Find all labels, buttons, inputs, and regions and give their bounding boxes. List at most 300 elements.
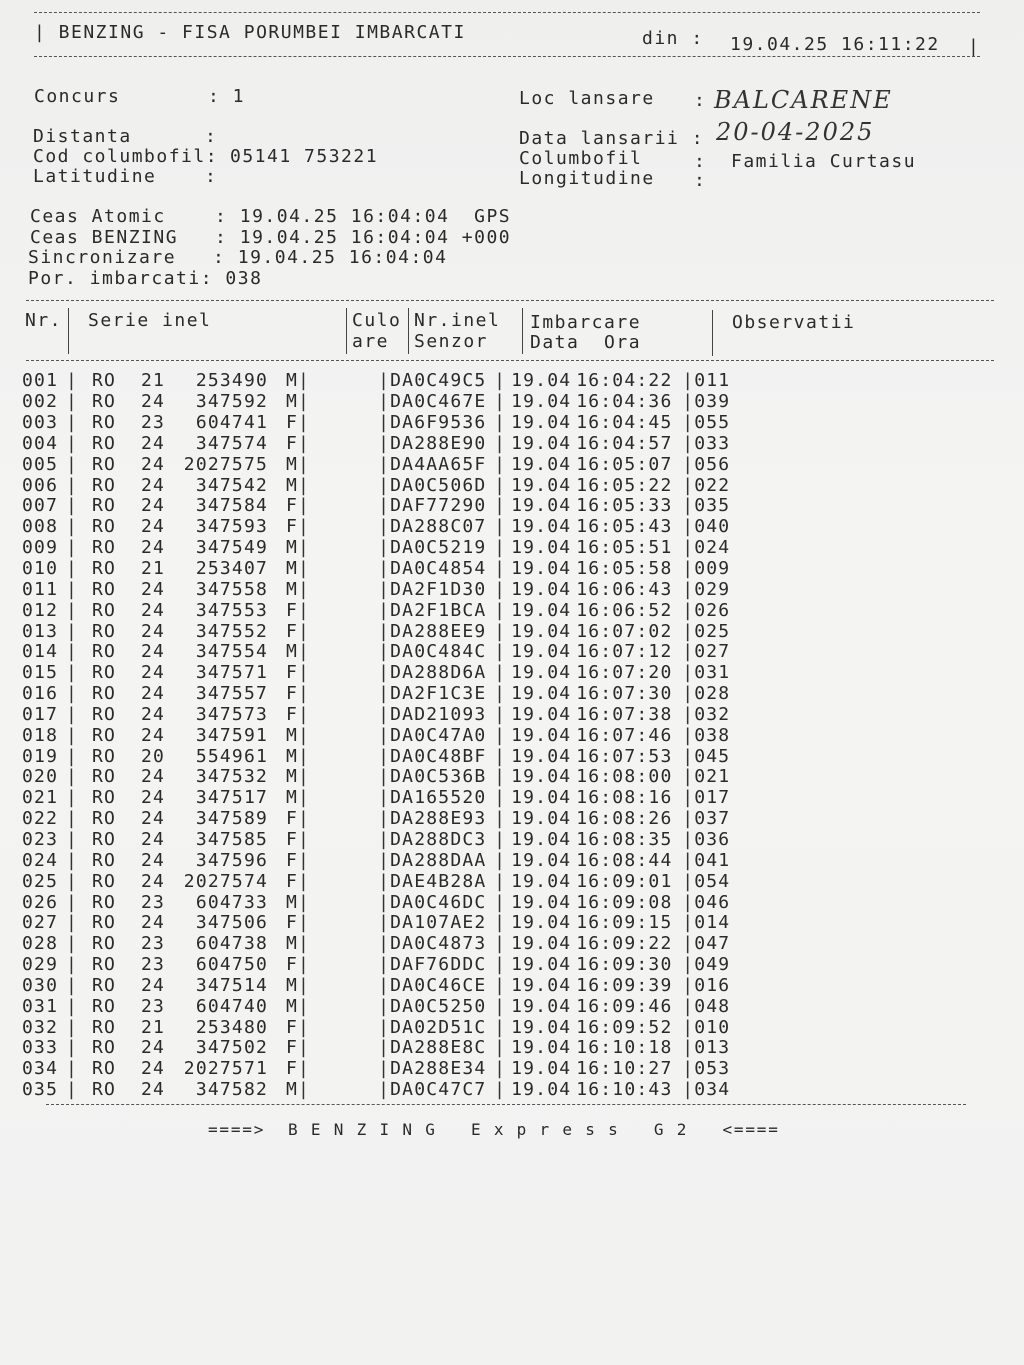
- column-separator: |: [66, 724, 79, 746]
- cell-ring-number: 347502: [195, 1037, 269, 1059]
- cell-boarding-date: 19.04: [511, 974, 572, 996]
- cell-boarding-date: 19.04: [511, 1016, 572, 1038]
- cell-boarding-time: 16:09:39: [576, 974, 673, 996]
- column-separator: |: [378, 495, 391, 517]
- column-separator: |: [494, 516, 507, 538]
- cell-sex: F: [286, 412, 299, 434]
- cell-observatii: 024: [694, 537, 731, 559]
- cell-sensor-id: DA288DAA: [390, 849, 487, 871]
- cell-sensor-id: DA02D51C: [390, 1016, 487, 1038]
- cell-culoare: [310, 767, 378, 788]
- cell-ring-year: 24: [141, 495, 166, 517]
- cell-country-code: RO: [92, 787, 117, 809]
- cell-boarding-time: 16:09:46: [576, 995, 673, 1017]
- column-separator: |: [494, 391, 507, 413]
- column-separator: |: [682, 849, 695, 871]
- cell-boarding-time: 16:10:18: [576, 1037, 673, 1059]
- cell-ring-number: 2027574: [183, 870, 269, 892]
- cell-ring-number: 347585: [195, 828, 269, 850]
- column-separator: |: [682, 995, 695, 1017]
- cell-country-code: RO: [92, 1016, 117, 1038]
- column-separator: |: [298, 1058, 311, 1080]
- column-separator: |: [298, 432, 311, 454]
- column-separator: |: [298, 683, 311, 705]
- cell-ring-number: 253407: [195, 558, 269, 580]
- report-title: | BENZING - FISA PORUMBEI IMBARCATI: [34, 22, 466, 43]
- cell-sensor-id: DA288E8C: [390, 1037, 487, 1059]
- column-separator: |: [378, 787, 391, 809]
- cell-ring-year: 24: [141, 516, 166, 538]
- cell-sex: F: [286, 1016, 299, 1038]
- column-separator: |: [298, 703, 311, 725]
- column-separator: |: [298, 578, 311, 600]
- th-nr-inel: Nr.inel: [414, 310, 501, 331]
- table-row: [22, 913, 754, 934]
- cell-observatii: 053: [694, 1058, 731, 1080]
- column-separator: |: [378, 412, 391, 434]
- cell-sensor-id: DAF76DDC: [390, 954, 487, 976]
- column-separator: |: [378, 391, 391, 413]
- cell-boarding-date: 19.04: [511, 370, 572, 392]
- cell-sensor-id: DA0C484C: [390, 641, 487, 663]
- cell-sensor-id: DA0C46DC: [390, 891, 487, 913]
- cell-boarding-time: 16:09:52: [576, 1016, 673, 1038]
- column-separator: |: [298, 391, 311, 413]
- header-right-bar: |: [968, 36, 981, 57]
- table-row: [22, 496, 754, 517]
- column-separator: |: [682, 412, 695, 434]
- loc-lansare-label: Loc lansare: [519, 88, 655, 109]
- cell-sex: M: [286, 974, 299, 996]
- cell-observatii: 017: [694, 787, 731, 809]
- cell-ring-year: 20: [141, 745, 166, 767]
- cell-ring-year: 24: [141, 849, 166, 871]
- cell-boarding-date: 19.04: [511, 495, 572, 517]
- table-row: [22, 600, 754, 621]
- column-separator: |: [494, 1016, 507, 1038]
- cell-sensor-id: DA2F1D30: [390, 578, 487, 600]
- column-separator: |: [494, 432, 507, 454]
- cell-country-code: RO: [92, 412, 117, 434]
- column-separator: |: [378, 724, 391, 746]
- cell-sensor-id: DA0C467E: [390, 391, 487, 413]
- cell-ring-year: 24: [141, 1058, 166, 1080]
- column-separator: |: [66, 1058, 79, 1080]
- column-separator: |: [682, 662, 695, 684]
- cell-ring-number: 347553: [195, 599, 269, 621]
- cell-boarding-date: 19.04: [511, 808, 572, 830]
- cell-country-code: RO: [92, 516, 117, 538]
- cell-boarding-date: 19.04: [511, 516, 572, 538]
- table-row: [22, 1017, 754, 1038]
- column-separator: |: [682, 537, 695, 559]
- cell-country-code: RO: [92, 662, 117, 684]
- cell-country-code: RO: [92, 1058, 117, 1080]
- column-separator: |: [682, 391, 695, 413]
- cell-ring-number: 347571: [195, 662, 269, 684]
- latitudine-value: :: [205, 166, 218, 187]
- cell-observatii: 027: [694, 641, 731, 663]
- cell-boarding-date: 19.04: [511, 662, 572, 684]
- cell-sensor-id: DA288E90: [390, 432, 487, 454]
- cell-sex: M: [286, 370, 299, 392]
- column-separator: |: [66, 808, 79, 830]
- column-separator: |: [682, 370, 695, 392]
- th-observatii: Observatii: [732, 312, 856, 333]
- cell-row-number: 020: [22, 766, 59, 788]
- cell-culoare: [310, 809, 378, 830]
- cell-sex: F: [286, 1058, 299, 1080]
- cell-ring-year: 24: [141, 870, 166, 892]
- cell-ring-number: 604740: [195, 995, 269, 1017]
- columbofil-label: Columbofil: [519, 148, 643, 169]
- column-separator: |: [682, 683, 695, 705]
- column-separator: |: [682, 891, 695, 913]
- data-lansarii-label: Data lansarii :: [519, 128, 705, 149]
- cell-culoare: [310, 955, 378, 976]
- column-separator: |: [66, 641, 79, 663]
- cell-ring-year: 24: [141, 474, 166, 496]
- column-separator: |: [494, 599, 507, 621]
- table-row: [22, 392, 754, 413]
- column-separator: |: [682, 974, 695, 996]
- table-row: [22, 475, 754, 496]
- cell-country-code: RO: [92, 828, 117, 850]
- cell-culoare: [310, 434, 378, 455]
- table-row: [22, 621, 754, 642]
- th-culoare-bottom: are: [352, 331, 390, 352]
- column-separator: |: [378, 662, 391, 684]
- cell-observatii: 046: [694, 891, 731, 913]
- cell-observatii: 035: [694, 495, 731, 517]
- cell-row-number: 019: [22, 745, 59, 767]
- cell-country-code: RO: [92, 620, 117, 642]
- cell-ring-number: 347584: [195, 495, 269, 517]
- column-separator: |: [494, 954, 507, 976]
- cell-ring-year: 23: [141, 891, 166, 913]
- column-separator: |: [494, 412, 507, 434]
- cell-country-code: RO: [92, 724, 117, 746]
- column-separator: |: [298, 974, 311, 996]
- column-separator: |: [378, 849, 391, 871]
- cell-sex: F: [286, 495, 299, 517]
- cell-boarding-date: 19.04: [511, 537, 572, 559]
- column-separator: |: [378, 516, 391, 538]
- column-separator: |: [298, 808, 311, 830]
- cell-row-number: 009: [22, 537, 59, 559]
- column-separator: |: [378, 474, 391, 496]
- cell-culoare: [310, 1038, 378, 1059]
- cell-ring-year: 23: [141, 954, 166, 976]
- column-separator: |: [298, 620, 311, 642]
- column-separator: |: [66, 412, 79, 434]
- cell-observatii: 033: [694, 432, 731, 454]
- column-separator: |: [298, 1016, 311, 1038]
- cell-sensor-id: DAF77290: [390, 495, 487, 517]
- cell-observatii: 021: [694, 766, 731, 788]
- column-separator: |: [298, 787, 311, 809]
- cell-observatii: 047: [694, 933, 731, 955]
- cell-boarding-time: 16:09:30: [576, 954, 673, 976]
- cell-ring-number: 604733: [195, 891, 269, 913]
- table-bottom-rule: [46, 1104, 966, 1105]
- cell-culoare: [310, 663, 378, 684]
- ceas-atomic-line: Ceas Atomic : 19.04.25 16:04:04 GPS: [30, 206, 512, 227]
- column-separator: |: [66, 537, 79, 559]
- column-separator: |: [66, 474, 79, 496]
- cell-ring-number: 347582: [195, 1079, 269, 1101]
- cell-row-number: 006: [22, 474, 59, 496]
- cell-ring-year: 24: [141, 662, 166, 684]
- column-separator: |: [66, 870, 79, 892]
- column-separator: |: [66, 578, 79, 600]
- column-separator: |: [494, 828, 507, 850]
- cell-ring-year: 21: [141, 558, 166, 580]
- cell-observatii: 045: [694, 745, 731, 767]
- table-row: [22, 705, 754, 726]
- cell-sensor-id: DA288E93: [390, 808, 487, 830]
- cell-boarding-time: 16:07:46: [576, 724, 673, 746]
- column-separator: |: [298, 453, 311, 475]
- cell-country-code: RO: [92, 870, 117, 892]
- column-separator: |: [298, 828, 311, 850]
- column-separator: |: [378, 745, 391, 767]
- cell-sex: F: [286, 954, 299, 976]
- cell-boarding-date: 19.04: [511, 578, 572, 600]
- cell-ring-number: 347549: [195, 537, 269, 559]
- cell-sensor-id: DA288EE9: [390, 620, 487, 642]
- column-separator: |: [66, 370, 79, 392]
- column-separator: |: [682, 870, 695, 892]
- column-separator: |: [494, 766, 507, 788]
- cell-row-number: 017: [22, 703, 59, 725]
- cell-sex: F: [286, 662, 299, 684]
- cell-culoare: [310, 1017, 378, 1038]
- cell-culoare: [310, 975, 378, 996]
- column-separator: |: [298, 558, 311, 580]
- cell-row-number: 026: [22, 891, 59, 913]
- column-separator: |: [682, 474, 695, 496]
- cell-ring-year: 24: [141, 432, 166, 454]
- table-row: [22, 850, 754, 871]
- cell-ring-year: 24: [141, 1037, 166, 1059]
- cell-country-code: RO: [92, 599, 117, 621]
- cell-boarding-time: 16:08:26: [576, 808, 673, 830]
- th-imbarcare: Imbarcare: [530, 312, 642, 333]
- cell-observatii: 010: [694, 1016, 731, 1038]
- column-separator: |: [682, 828, 695, 850]
- cell-boarding-date: 19.04: [511, 766, 572, 788]
- col-divider: [408, 308, 409, 354]
- cell-sensor-id: DA6F9536: [390, 412, 487, 434]
- cell-row-number: 013: [22, 620, 59, 642]
- distanta-value: :: [205, 126, 218, 147]
- cell-country-code: RO: [92, 474, 117, 496]
- column-separator: |: [66, 391, 79, 413]
- cell-culoare: [310, 517, 378, 538]
- cell-culoare: [310, 892, 378, 913]
- cell-ring-number: 2027575: [183, 453, 269, 475]
- cell-ring-year: 23: [141, 412, 166, 434]
- cell-sensor-id: DAE4B28A: [390, 870, 487, 892]
- table-row: [22, 1059, 754, 1080]
- column-separator: |: [298, 537, 311, 559]
- cell-boarding-date: 19.04: [511, 1058, 572, 1080]
- cell-observatii: 011: [694, 370, 731, 392]
- cell-boarding-time: 16:05:33: [576, 495, 673, 517]
- col-divider: [522, 308, 523, 354]
- cell-sensor-id: DA2F1C3E: [390, 683, 487, 705]
- cell-culoare: [310, 496, 378, 517]
- cell-sensor-id: DA107AE2: [390, 912, 487, 934]
- cell-row-number: 011: [22, 578, 59, 600]
- column-separator: |: [378, 1079, 391, 1101]
- column-separator: |: [298, 891, 311, 913]
- column-separator: |: [66, 912, 79, 934]
- cell-ring-year: 24: [141, 599, 166, 621]
- table-row: [22, 996, 754, 1017]
- cell-culoare: [310, 454, 378, 475]
- column-separator: |: [66, 766, 79, 788]
- column-separator: |: [66, 558, 79, 580]
- cell-culoare: [310, 642, 378, 663]
- table-row: [22, 413, 754, 434]
- cell-boarding-date: 19.04: [511, 849, 572, 871]
- table-row: [22, 684, 754, 705]
- cell-sex: M: [286, 724, 299, 746]
- cell-ring-number: 347557: [195, 683, 269, 705]
- cell-ring-number: 347593: [195, 516, 269, 538]
- column-separator: |: [66, 954, 79, 976]
- column-separator: |: [66, 849, 79, 871]
- cell-sensor-id: DA288C07: [390, 516, 487, 538]
- column-separator: |: [298, 662, 311, 684]
- column-separator: |: [298, 641, 311, 663]
- cell-boarding-date: 19.04: [511, 641, 572, 663]
- cell-boarding-date: 19.04: [511, 432, 572, 454]
- column-separator: |: [682, 912, 695, 934]
- cell-country-code: RO: [92, 432, 117, 454]
- cell-observatii: 039: [694, 391, 731, 413]
- column-separator: |: [682, 641, 695, 663]
- column-separator: |: [298, 849, 311, 871]
- cell-sex: M: [286, 787, 299, 809]
- cell-boarding-date: 19.04: [511, 683, 572, 705]
- ceas-benzing-line: Ceas BENZING : 19.04.25 16:04:04 +000: [30, 227, 512, 248]
- cell-row-number: 012: [22, 599, 59, 621]
- concurs-label: Concurs: [34, 86, 121, 107]
- cell-row-number: 031: [22, 995, 59, 1017]
- cell-boarding-time: 16:07:30: [576, 683, 673, 705]
- cell-ring-year: 24: [141, 703, 166, 725]
- cell-culoare: [310, 475, 378, 496]
- footer-brand: ====> B E N Z I N G E x p r e s s G 2 <====: [208, 1120, 780, 1139]
- cell-ring-number: 554961: [195, 745, 269, 767]
- column-separator: |: [682, 808, 695, 830]
- cell-row-number: 024: [22, 849, 59, 871]
- cell-sex: M: [286, 995, 299, 1017]
- cell-ring-year: 24: [141, 828, 166, 850]
- printed-label-din: din :: [642, 28, 704, 49]
- table-row: [22, 559, 754, 580]
- cell-sex: F: [286, 849, 299, 871]
- cell-boarding-date: 19.04: [511, 995, 572, 1017]
- cell-ring-number: 347514: [195, 974, 269, 996]
- cell-boarding-date: 19.04: [511, 1079, 572, 1101]
- cell-culoare: [310, 413, 378, 434]
- loc-lansare-sep: :: [694, 90, 707, 111]
- cell-observatii: 032: [694, 703, 731, 725]
- column-separator: |: [682, 516, 695, 538]
- cell-ring-number: 604738: [195, 933, 269, 955]
- cell-row-number: 002: [22, 391, 59, 413]
- cell-sensor-id: DA2F1BCA: [390, 599, 487, 621]
- concurs-value: : 1: [208, 86, 246, 107]
- cell-sex: M: [286, 537, 299, 559]
- column-separator: |: [298, 995, 311, 1017]
- cell-boarding-time: 16:06:52: [576, 599, 673, 621]
- cell-observatii: 028: [694, 683, 731, 705]
- cell-country-code: RO: [92, 933, 117, 955]
- table-row: [22, 955, 754, 976]
- cell-sex: M: [286, 558, 299, 580]
- table-row: [22, 788, 754, 809]
- cell-row-number: 008: [22, 516, 59, 538]
- cell-sex: F: [286, 516, 299, 538]
- cell-ring-year: 21: [141, 1016, 166, 1038]
- column-separator: |: [682, 599, 695, 621]
- cell-boarding-time: 16:05:43: [576, 516, 673, 538]
- column-separator: |: [378, 766, 391, 788]
- cell-country-code: RO: [92, 537, 117, 559]
- column-separator: |: [298, 912, 311, 934]
- column-separator: |: [66, 828, 79, 850]
- cell-boarding-time: 16:04:45: [576, 412, 673, 434]
- table-row: [22, 517, 754, 538]
- column-separator: |: [66, 933, 79, 955]
- cell-culoare: [310, 934, 378, 955]
- cell-sex: F: [286, 870, 299, 892]
- longitudine-value: :: [694, 170, 707, 191]
- column-separator: |: [682, 954, 695, 976]
- table-row: [22, 892, 754, 913]
- cell-boarding-time: 16:07:02: [576, 620, 673, 642]
- column-separator: |: [494, 683, 507, 705]
- cell-country-code: RO: [92, 995, 117, 1017]
- cell-boarding-time: 16:04:36: [576, 391, 673, 413]
- cell-ring-year: 24: [141, 683, 166, 705]
- column-separator: |: [494, 620, 507, 642]
- column-separator: |: [494, 891, 507, 913]
- cell-sex: M: [286, 933, 299, 955]
- column-separator: |: [494, 1037, 507, 1059]
- cell-culoare: [310, 392, 378, 413]
- column-separator: |: [298, 1037, 311, 1059]
- cell-sensor-id: DA288DC3: [390, 828, 487, 850]
- column-separator: |: [66, 787, 79, 809]
- cell-ring-number: 604741: [195, 412, 269, 434]
- column-separator: |: [494, 933, 507, 955]
- cell-boarding-time: 16:09:15: [576, 912, 673, 934]
- cell-row-number: 021: [22, 787, 59, 809]
- column-separator: |: [66, 703, 79, 725]
- column-separator: |: [66, 891, 79, 913]
- table-header-top-rule: [26, 300, 994, 301]
- cell-ring-number: 347592: [195, 391, 269, 413]
- column-separator: |: [494, 1058, 507, 1080]
- column-separator: |: [682, 1058, 695, 1080]
- column-separator: |: [298, 745, 311, 767]
